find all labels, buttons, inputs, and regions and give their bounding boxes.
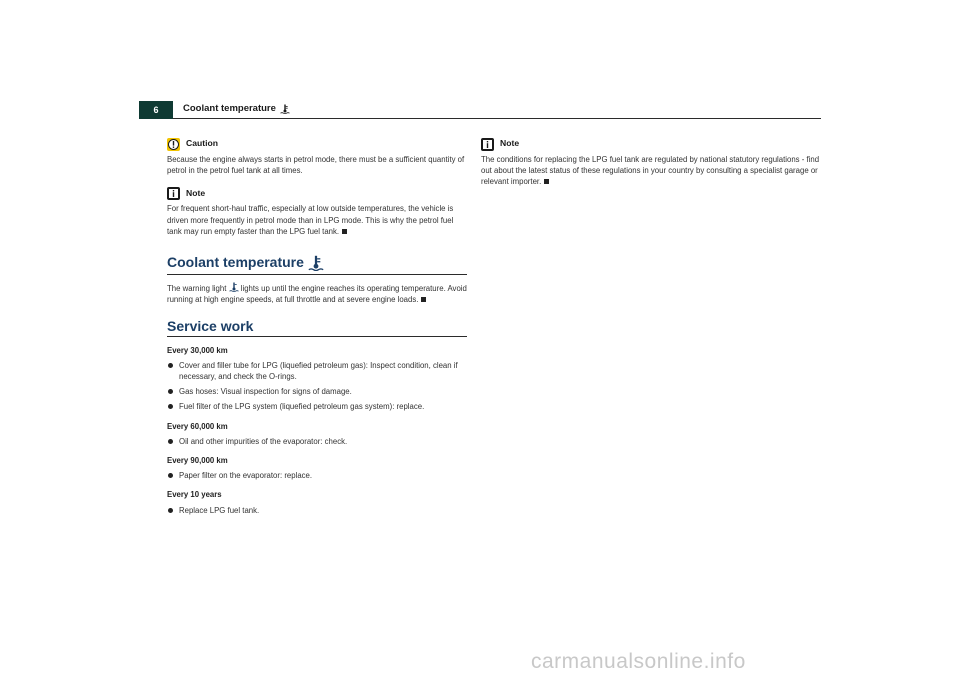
header-rule: [173, 118, 821, 119]
service-heading-text: Service work: [167, 318, 254, 335]
running-header: [183, 103, 290, 114]
coolant-temperature-icon: [280, 104, 290, 114]
service-interval: Every 60,000 km: [167, 421, 228, 431]
service-item: Cover and filler tube for LPG (liquefied petroleum gas): Inspect condition, clean if necessary, and check the O-rings.: [167, 360, 467, 382]
service-item: Gas hoses: Visual inspection for signs of damage.: [167, 386, 467, 397]
service-heading: [167, 318, 467, 336]
coolant-text: [167, 282, 467, 305]
service-item: Replace LPG fuel tank.: [167, 505, 467, 516]
coolant-warning-light-icon: [229, 282, 239, 292]
note-icon: [481, 138, 494, 151]
coolant-text-before: The warning light: [167, 284, 227, 294]
note-box-title: [167, 185, 467, 201]
right-column: [481, 136, 821, 188]
note-icon: [167, 187, 180, 200]
running-header-title: Coolant temperature: [183, 103, 276, 114]
watermark: carmanualsonline.info: [531, 650, 746, 673]
service-item: Paper filter on the evaporator: replace.: [167, 470, 467, 481]
service-item: Oil and other impurities of the evaporator: check.: [167, 436, 467, 447]
left-column: [167, 136, 467, 516]
coolant-heading-text: Coolant temperature: [167, 254, 304, 271]
service-interval: Every 10 years: [167, 490, 222, 500]
service-item: Fuel filter of the LPG system (liquefied petroleum gas system): replace.: [167, 401, 467, 412]
page-number: 6: [139, 101, 173, 119]
coolant-text-after: lights up until the engine reaches its operating temperature. Avoid running at high engine speeds, at full throttle and at severe engine loads.: [167, 284, 467, 305]
caution-box-title: [167, 136, 467, 152]
service-interval: Every 90,000 km: [167, 456, 228, 466]
coolant-heading: [167, 255, 467, 275]
caution-title: Caution: [186, 138, 218, 149]
caution-text: Because the engine always starts in petrol mode, there must be a sufficient quantity of petrol in the petrol fuel tank at all times.: [167, 155, 465, 176]
note-box-title-right: [481, 136, 821, 152]
coolant-temperature-heading-icon: [308, 255, 324, 271]
caution-icon: [167, 138, 180, 151]
service-interval: Every 30,000 km: [167, 345, 228, 355]
note-title-right: Note: [500, 138, 520, 149]
note-text-right: The conditions for replacing the LPG fuel tank are regulated by national statutory regulations - find out about the latest status of these regulations in your country by consulting a specialist garage or relevant importer.: [481, 155, 820, 187]
note-text: For frequent short-haul traffic, especially at low outside temperatures, the vehicle is driven more frequently in petrol mode than in LPG mode. This is why the petrol fuel tank may run empty faster than the LPG fuel tank.: [167, 203, 467, 237]
note-title: Note: [186, 187, 206, 198]
